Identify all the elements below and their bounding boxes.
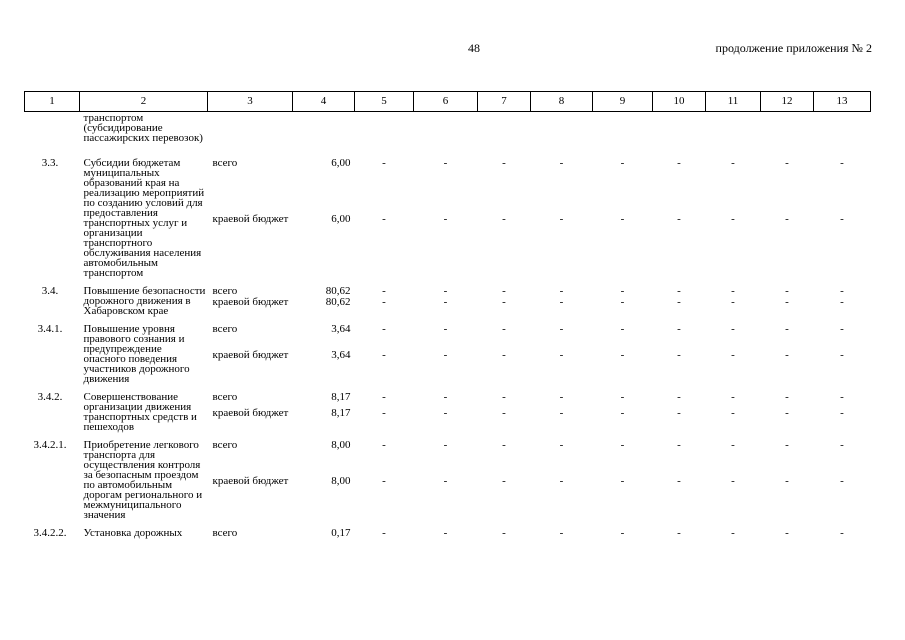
table-row bbox=[25, 432, 871, 476]
column-header: 5 bbox=[355, 92, 414, 112]
year-value: - bbox=[502, 475, 506, 487]
year-value: - bbox=[443, 349, 448, 361]
funding-source: всего bbox=[212, 527, 238, 539]
year-value: - bbox=[382, 527, 386, 539]
year-value: - bbox=[559, 349, 564, 361]
year-value: - bbox=[620, 349, 625, 361]
row-name: Совершенствование организации движения транспортных средств и пешеходов bbox=[83, 391, 197, 433]
year-value: - bbox=[620, 213, 625, 225]
year-value: - bbox=[443, 213, 448, 225]
table-row bbox=[25, 520, 871, 546]
column-header: 13 bbox=[814, 92, 871, 112]
funding-source: всего bbox=[212, 323, 238, 335]
row-code: 3.4.1. bbox=[37, 323, 63, 335]
total-value: 8,17 bbox=[331, 391, 351, 403]
total-value: 6,00 bbox=[331, 157, 351, 169]
total-value: 3,64 bbox=[331, 323, 351, 335]
year-value: - bbox=[785, 475, 789, 487]
year-value: - bbox=[677, 527, 681, 539]
total-value: 80,62 bbox=[325, 285, 351, 297]
funding-source: всего bbox=[212, 157, 238, 169]
year-value: - bbox=[731, 323, 735, 335]
year-value: - bbox=[840, 391, 844, 403]
year-value: - bbox=[731, 349, 735, 361]
continuation-text: транспортом (субсидирование пассажирских перевозок) bbox=[83, 112, 203, 144]
year-value: - bbox=[677, 213, 681, 225]
column-header: 1 bbox=[25, 92, 80, 112]
column-header: 12 bbox=[761, 92, 814, 112]
funding-source: всего bbox=[212, 391, 238, 403]
year-value: - bbox=[840, 285, 844, 297]
total-value: 8,00 bbox=[331, 439, 351, 451]
year-value: - bbox=[677, 296, 681, 308]
total-value: 3,64 bbox=[331, 349, 351, 361]
year-value: - bbox=[502, 213, 506, 225]
year-value: - bbox=[443, 527, 448, 539]
column-header: 10 bbox=[653, 92, 706, 112]
year-value: - bbox=[443, 391, 448, 403]
year-value: - bbox=[731, 213, 735, 225]
year-value: - bbox=[382, 475, 386, 487]
year-value: - bbox=[443, 475, 448, 487]
row-name: Повышение уровня правового сознания и предупреждение опасного поведения участников дорожного движения bbox=[83, 323, 190, 385]
year-value: - bbox=[840, 349, 844, 361]
total-value: 6,00 bbox=[331, 213, 351, 225]
page-number: 48 bbox=[468, 41, 480, 55]
row-code: 3.3. bbox=[41, 157, 59, 169]
budget-table bbox=[24, 91, 871, 546]
year-value: - bbox=[559, 475, 564, 487]
year-value: - bbox=[840, 527, 844, 539]
year-value: - bbox=[620, 323, 625, 335]
year-value: - bbox=[443, 285, 448, 297]
year-value: - bbox=[785, 157, 789, 169]
year-value: - bbox=[731, 407, 735, 419]
funding-source: краевой бюджет bbox=[212, 213, 289, 225]
year-value: - bbox=[502, 349, 506, 361]
year-value: - bbox=[443, 439, 448, 451]
table-row bbox=[25, 384, 871, 408]
year-value: - bbox=[731, 439, 735, 451]
year-value: - bbox=[502, 323, 506, 335]
year-value: - bbox=[620, 439, 625, 451]
year-value: - bbox=[840, 296, 844, 308]
year-value: - bbox=[785, 323, 789, 335]
year-value: - bbox=[840, 157, 844, 169]
year-value: - bbox=[677, 157, 681, 169]
year-value: - bbox=[731, 296, 735, 308]
year-value: - bbox=[382, 407, 386, 419]
year-value: - bbox=[443, 323, 448, 335]
table-row bbox=[25, 278, 871, 297]
row-name: Установка дорожных bbox=[83, 527, 183, 539]
year-value: - bbox=[785, 349, 789, 361]
year-value: - bbox=[559, 323, 564, 335]
year-value: - bbox=[502, 157, 506, 169]
row-code: 3.4.2. bbox=[37, 391, 63, 403]
total-value: 0,17 bbox=[331, 527, 351, 539]
year-value: - bbox=[559, 439, 564, 451]
funding-source: всего bbox=[212, 439, 238, 451]
year-value: - bbox=[620, 296, 625, 308]
year-value: - bbox=[559, 407, 564, 419]
year-value: - bbox=[840, 213, 844, 225]
column-header: 3 bbox=[208, 92, 293, 112]
column-header: 9 bbox=[593, 92, 653, 112]
year-value: - bbox=[840, 439, 844, 451]
year-value: - bbox=[785, 285, 789, 297]
year-value: - bbox=[382, 285, 386, 297]
row-code: 3.4. bbox=[41, 285, 59, 297]
year-value: - bbox=[677, 407, 681, 419]
row-code: 3.4.2.1. bbox=[33, 439, 67, 451]
column-header: 7 bbox=[478, 92, 531, 112]
year-value: - bbox=[785, 527, 789, 539]
year-value: - bbox=[731, 285, 735, 297]
year-value: - bbox=[677, 349, 681, 361]
year-value: - bbox=[382, 349, 386, 361]
year-value: - bbox=[559, 391, 564, 403]
column-header: 4 bbox=[293, 92, 355, 112]
column-number-row bbox=[25, 92, 871, 112]
year-value: - bbox=[382, 157, 386, 169]
year-value: - bbox=[785, 439, 789, 451]
year-value: - bbox=[785, 296, 789, 308]
year-value: - bbox=[382, 391, 386, 403]
year-value: - bbox=[559, 213, 564, 225]
year-value: - bbox=[620, 391, 625, 403]
total-value: 80,62 bbox=[325, 296, 351, 308]
year-value: - bbox=[559, 527, 564, 539]
year-value: - bbox=[382, 439, 386, 451]
year-value: - bbox=[559, 296, 564, 308]
year-value: - bbox=[620, 285, 625, 297]
year-value: - bbox=[731, 391, 735, 403]
year-value: - bbox=[620, 407, 625, 419]
year-value: - bbox=[840, 323, 844, 335]
column-header: 8 bbox=[531, 92, 593, 112]
column-header: 11 bbox=[706, 92, 761, 112]
year-value: - bbox=[620, 527, 625, 539]
year-value: - bbox=[443, 296, 448, 308]
funding-source: краевой бюджет bbox=[212, 475, 289, 487]
year-value: - bbox=[620, 157, 625, 169]
row-name: Приобретение легкового транспорта для осуществления контроля за безопасным проездом по автомобильным дорогам регионального и межмуниципального значения bbox=[83, 439, 203, 521]
year-value: - bbox=[840, 407, 844, 419]
year-value: - bbox=[502, 439, 506, 451]
year-value: - bbox=[677, 439, 681, 451]
funding-source: краевой бюджет bbox=[212, 407, 289, 419]
year-value: - bbox=[502, 391, 506, 403]
year-value: - bbox=[677, 475, 681, 487]
funding-source: всего bbox=[212, 285, 238, 297]
row-code: 3.4.2.2. bbox=[33, 527, 67, 539]
column-header: 6 bbox=[414, 92, 478, 112]
year-value: - bbox=[677, 391, 681, 403]
year-value: - bbox=[382, 296, 386, 308]
column-header: 2 bbox=[80, 92, 208, 112]
year-value: - bbox=[559, 157, 564, 169]
year-value: - bbox=[382, 323, 386, 335]
total-value: 8,00 bbox=[331, 475, 351, 487]
row-name: Субсидии бюджетам муниципальных образований края на реализацию мероприятий по созданию условий для предоставления транспортных услуг и организации транспортного обслуживания населения автомобильным транспортом bbox=[83, 157, 205, 279]
year-value: - bbox=[785, 213, 789, 225]
continuation-row bbox=[25, 112, 871, 151]
year-value: - bbox=[502, 527, 506, 539]
year-value: - bbox=[559, 285, 564, 297]
year-value: - bbox=[502, 296, 506, 308]
year-value: - bbox=[502, 407, 506, 419]
year-value: - bbox=[785, 407, 789, 419]
year-value: - bbox=[502, 285, 506, 297]
year-value: - bbox=[382, 213, 386, 225]
year-value: - bbox=[731, 475, 735, 487]
year-value: - bbox=[840, 475, 844, 487]
row-name: Повышение безопасности дорожного движения в Хабаровском крае bbox=[83, 285, 206, 317]
table-row bbox=[25, 316, 871, 350]
year-value: - bbox=[731, 527, 735, 539]
year-value: - bbox=[731, 157, 735, 169]
year-value: - bbox=[443, 157, 448, 169]
funding-source: краевой бюджет bbox=[212, 296, 289, 308]
table-row bbox=[25, 150, 871, 214]
year-value: - bbox=[677, 285, 681, 297]
appendix-note: продолжение приложения № 2 bbox=[715, 41, 872, 55]
year-value: - bbox=[620, 475, 625, 487]
year-value: - bbox=[785, 391, 789, 403]
total-value: 8,17 bbox=[331, 407, 351, 419]
year-value: - bbox=[677, 323, 681, 335]
funding-source: краевой бюджет bbox=[212, 349, 289, 361]
year-value: - bbox=[443, 407, 448, 419]
